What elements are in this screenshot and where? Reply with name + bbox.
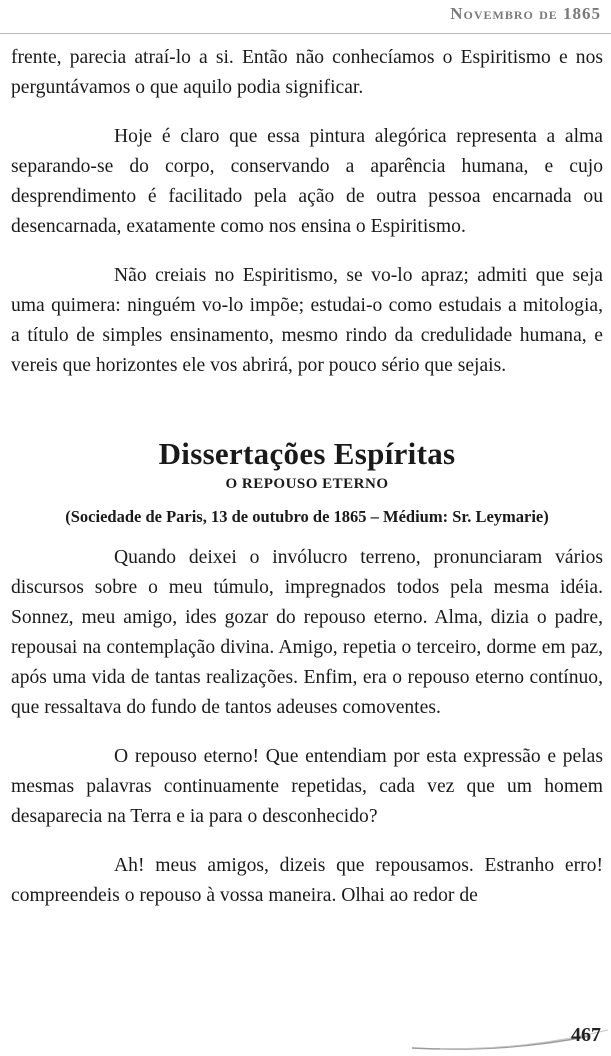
section-title: Dissertações Espíritas (158, 436, 456, 471)
header-rule (0, 33, 611, 34)
paragraph: Não creiais no Espiritismo, se vo-lo apraz; admiti que seja uma quimera: ninguém vo-lo impõe; estudai-o como estudais a mitologia, a título de simples ensinamento, mesmo rindo da credulidade humana, e vereis que horizontes ele vos abrirá, por pouco sério que sejais. (11, 265, 603, 376)
paragraph: O repouso eterno! Que entendiam por esta expressão e pelas mesmas palavras continuamente repetidas, cada vez que um homem desaparecia na Terra e ia para o desconhecido? (11, 746, 603, 827)
paragraph: Ah! meus amigos, dizeis que repousamos. Estranho erro! compreendeis o repouso à vossa maneira. Olhai ao redor de (11, 855, 603, 906)
page-number: 467 (571, 1024, 601, 1046)
paragraph-continuation: frente, parecia atraí-lo a si. Então não conhecíamos o Espiritismo e nos perguntávamos o que aquilo podia significar. (11, 47, 603, 98)
page-footer (0, 1016, 611, 1056)
running-head: Novembro de 1865 (450, 4, 601, 23)
section-subtitle: O REPOUSO ETERNO (225, 476, 389, 492)
paragraph: Hoje é claro que essa pintura alegórica representa a alma separando-se do corpo, conservando a aparência humana, e cujo desprendimento é facilitado pela ação de outra pessoa encarnada ou desencarnada, exatamente como nos ensina o Espiritismo. (11, 126, 603, 237)
page-content (11, 43, 603, 911)
section-meta: (Sociedade de Paris, 13 de outubro de 1865 – Médium: Sr. Leymarie) (65, 507, 549, 526)
paragraph: Quando deixei o invólucro terreno, pronunciaram vários discursos sobre o meu túmulo, impregnados todos pela mesma idéia. Sonnez, meu amigo, ides gozar do repouso eterno. Alma, dizia o padre, repousai na contemplação divina. Amigo, repetia o terceiro, dorme em paz, após uma vida de tantas realizações. Enfim, era o repouso eterno contínuo, que ressaltava do fundo de tantos adeuses comoventes. (11, 547, 603, 718)
